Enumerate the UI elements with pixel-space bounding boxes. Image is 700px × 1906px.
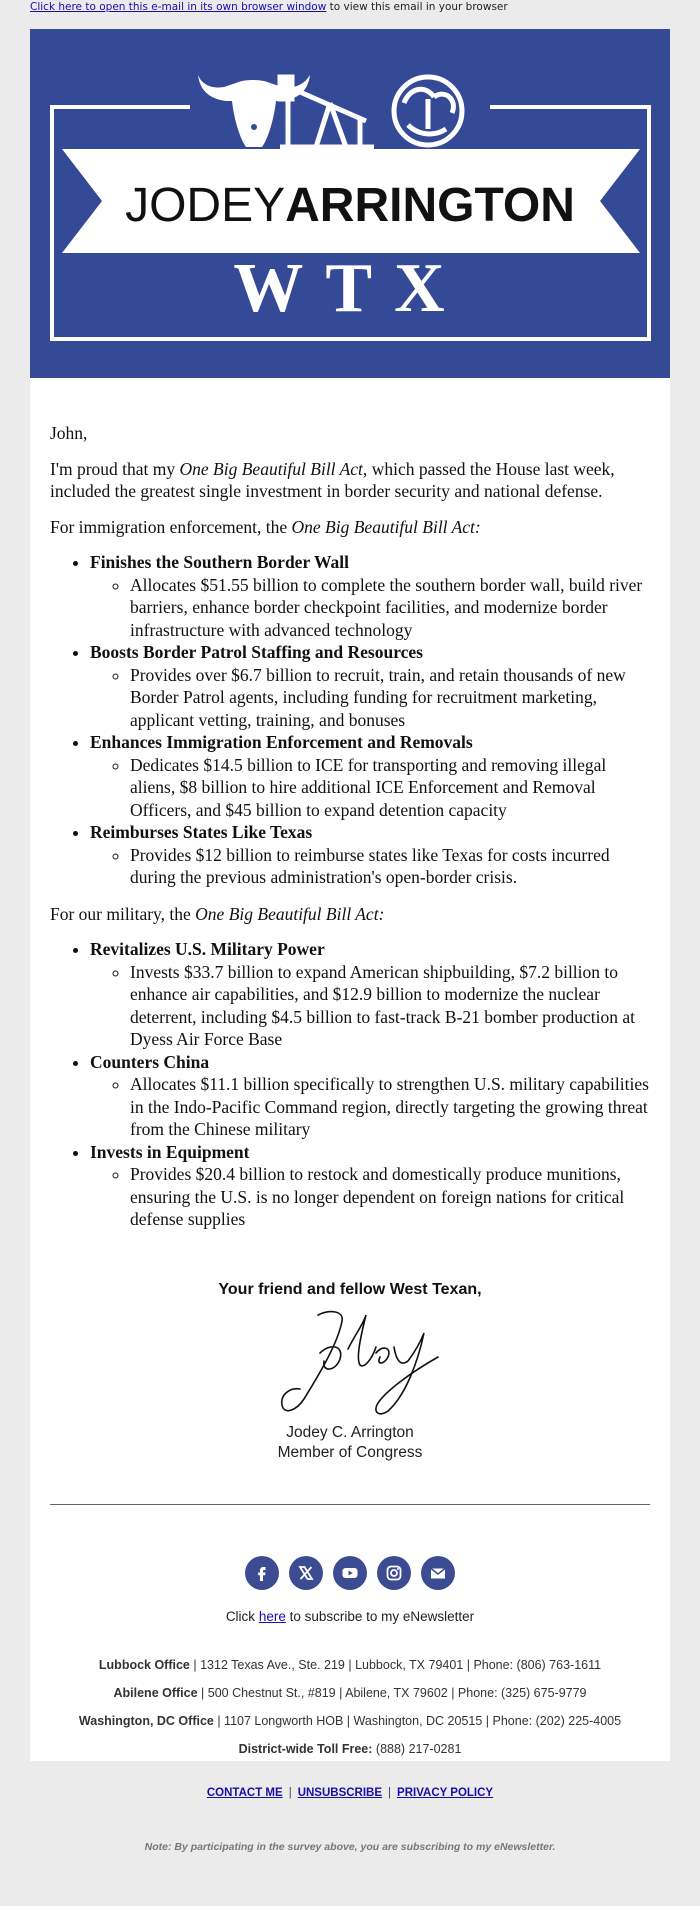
immigration-list [50, 551, 650, 889]
subscribe-link[interactable]: here [258, 1609, 286, 1624]
bill-name: One Big Beautiful Bill Act, [179, 458, 368, 479]
banner-name-bold: ARRINGTON [285, 179, 575, 232]
email-card [30, 29, 670, 1761]
item-detail: ◦ Allocates $11.1 billion specifically to strengthen U.S. military capabilities in the Indo-Pacific Command region, directly targeting the growing threat from the Chinese military [130, 1073, 650, 1141]
separator: | [288, 1787, 292, 1799]
immigration-lead: For immigration enforcement, the One Big Beautiful Bill Act: [50, 516, 481, 537]
contact-link[interactable]: CONTACT ME [206, 1787, 283, 1799]
intro-paragraph: I'm proud that my One Big Beautiful Bill Act, which passed the House last week, included the greatest single investment in border security and national defense. [50, 458, 615, 501]
header-banner [30, 29, 670, 378]
military-list [50, 938, 650, 1231]
list-item [90, 1141, 650, 1231]
facebook-icon[interactable] [245, 1556, 279, 1590]
item-title: Revitalizes U.S. Military Power [90, 939, 325, 959]
survey-note: Note: By participating in the survey above, you are subscribing to my eNewsletter. [144, 1841, 556, 1853]
greeting: John, [50, 423, 88, 443]
x-icon[interactable] [289, 1556, 323, 1590]
office-lubbock: Lubbock Office | 1312 Texas Ave., Ste. 219 | Lubbock, TX 79401 | Phone: (806) 763-1611 [98, 1658, 602, 1672]
item-detail: ◦ Allocates $51.55 billion to complete the southern border wall, build river barriers, enhance border checkpoint facilities, and modernize border infrastructure with advanced technology [130, 574, 650, 642]
view-in-browser-bar [0, 0, 700, 29]
item-title: Enhances Immigration Enforcement and Removals [90, 732, 473, 752]
signer-title: Member of Congress [277, 1444, 423, 1461]
office-toll-free: District-wide Toll Free: (888) 217-0281 [238, 1742, 462, 1756]
office-addresses [30, 1651, 670, 1763]
letter-body [50, 422, 650, 1245]
item-title: Counters China [90, 1051, 210, 1072]
item-title: Boosts Border Patrol Staffing and Resources [90, 642, 423, 662]
bill-name: One Big Beautiful Bill Act: [291, 516, 481, 537]
closing-salutation: Your friend and fellow West Texan, [218, 1281, 482, 1298]
list-item [90, 641, 650, 731]
footer-links [0, 1787, 700, 1799]
item-detail: ◦ Provides over $6.7 billion to recruit, train, and retain thousands of new Border Patrol agents, including funding for recruitment marketing, applicant vetting, training, and bonuses [130, 664, 650, 732]
open-in-browser-link[interactable]: Click here to open this e-mail in its own browser window [30, 1, 327, 13]
email-icon[interactable] [421, 1556, 455, 1590]
instagram-icon[interactable] [377, 1556, 411, 1590]
youtube-icon[interactable] [333, 1556, 367, 1590]
social-links [30, 1556, 670, 1590]
item-detail: ◦ Provides $12 billion to reimburse states like Texas for costs incurred during the previous administration's open-border crisis. [130, 844, 650, 889]
subscribe-line: Click here to subscribe to my eNewsletter [225, 1609, 475, 1624]
list-item [90, 1051, 650, 1141]
signature-image [260, 1303, 440, 1423]
banner-graphic [30, 29, 670, 378]
item-detail: ◦ Invests $33.7 billion to expand American shipbuilding, $7.2 billion to enhance air capabilities, and $12.9 billion to modernize the nuclear deterrent, including $4.5 billion to fast-track B-21 bomber production at Dyess Air Force Base [130, 961, 650, 1051]
separator: | [388, 1787, 392, 1799]
privacy-policy-link[interactable]: PRIVACY POLICY [397, 1787, 494, 1799]
military-lead: For our military, the One Big Beautiful Bill Act: [50, 903, 385, 924]
divider [50, 1504, 650, 1505]
open-in-browser-suffix: to view this email in your browser [326, 1, 508, 13]
item-detail: ◦ Dedicates $14.5 billion to ICE for transporting and removing illegal aliens, $8 billion to hire additional ICE Enforcement and Removal Officers, and $45 billion to expand detention capacity [130, 754, 650, 822]
svg-text:JODEYARRINGTON [125, 179, 575, 232]
item-title: Invests in Equipment [90, 1141, 250, 1162]
banner-name-light: JODEY [125, 179, 286, 232]
signer-name: Jodey C. Arrington [286, 1424, 414, 1441]
office-abilene: Abilene Office | 500 Chestnut St., #819 | Abilene, TX 79602 | Phone: (325) 675-9779 [113, 1686, 587, 1700]
list-item [90, 821, 650, 889]
item-detail: ◦ Provides $20.4 billion to restock and domestically produce munitions, ensuring the U.S. is no longer dependent on foreign nations for critical defense supplies [130, 1163, 650, 1231]
banner-region: WTX [233, 250, 467, 327]
unsubscribe-link[interactable]: UNSUBSCRIBE [297, 1787, 383, 1799]
item-title: Reimburses States Like Texas [90, 822, 313, 842]
list-item [90, 551, 650, 641]
list-item [90, 731, 650, 821]
item-title: Finishes the Southern Border Wall [90, 552, 349, 572]
office-washington: Washington, DC Office | 1107 Longworth HOB | Washington, DC 20515 | Phone: (202) 225-4005 [78, 1714, 622, 1728]
list-item [90, 938, 650, 1051]
closing-block [30, 1269, 670, 1463]
bill-name: One Big Beautiful Bill Act: [195, 903, 385, 924]
